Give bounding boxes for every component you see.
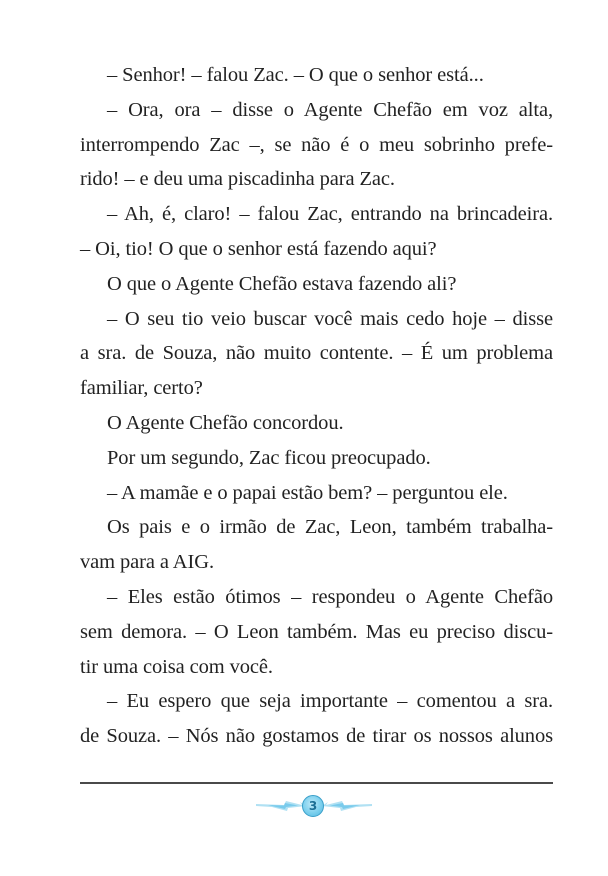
page-number: 3 — [308, 799, 318, 813]
text-line: tir uma coisa com você. — [80, 655, 273, 678]
text-line: O Agente Chefão concordou. — [107, 411, 344, 434]
text-line: sem demora. – O Leon também. Mas eu preciso discu- — [80, 620, 553, 643]
text-line: – Oi, tio! O que o senhor está fazendo aqui? — [80, 237, 437, 260]
text-line: O que o Agente Chefão estava fazendo ali? — [107, 272, 457, 295]
footer-rule — [80, 782, 553, 784]
text-line: Os pais e o irmão de Zac, Leon, também trabalha- — [107, 516, 553, 539]
text-line: – Senhor! – falou Zac. – O que o senhor está... — [107, 64, 484, 86]
text-line: – O seu tio veio buscar você mais cedo hoje – disse — [107, 307, 553, 330]
text-line: – Eu espero que seja importante – comentou a sra. — [107, 690, 553, 713]
text-line: vam para a AIG. — [80, 551, 214, 574]
page-number-badge — [302, 795, 324, 817]
body-text — [80, 58, 553, 754]
text-line: de Souza. – Nós não gostamos de tirar os nossos alunos — [80, 725, 553, 748]
text-line: – Ah, é, claro! – falou Zac, entrando na brincadeira. — [107, 203, 553, 226]
text-line: a sra. de Souza, não muito contente. – É um problema — [80, 342, 553, 365]
text-line: – Ora, ora – disse o Agente Chefão em voz alta, — [107, 98, 553, 121]
text-line: – A mamãe e o papai estão bem? – perguntou ele. — [107, 481, 508, 504]
text-line: Por um segundo, Zac ficou preocupado. — [107, 446, 431, 469]
text-line: interrompendo Zac –, se não é o meu sobrinho prefe- — [80, 133, 553, 156]
text-line: rido! – e deu uma piscadinha para Zac. — [80, 168, 395, 191]
text-line: – Eles estão ótimos – respondeu o Agente Chefão — [107, 585, 553, 608]
text-line: familiar, certo? — [80, 377, 203, 400]
